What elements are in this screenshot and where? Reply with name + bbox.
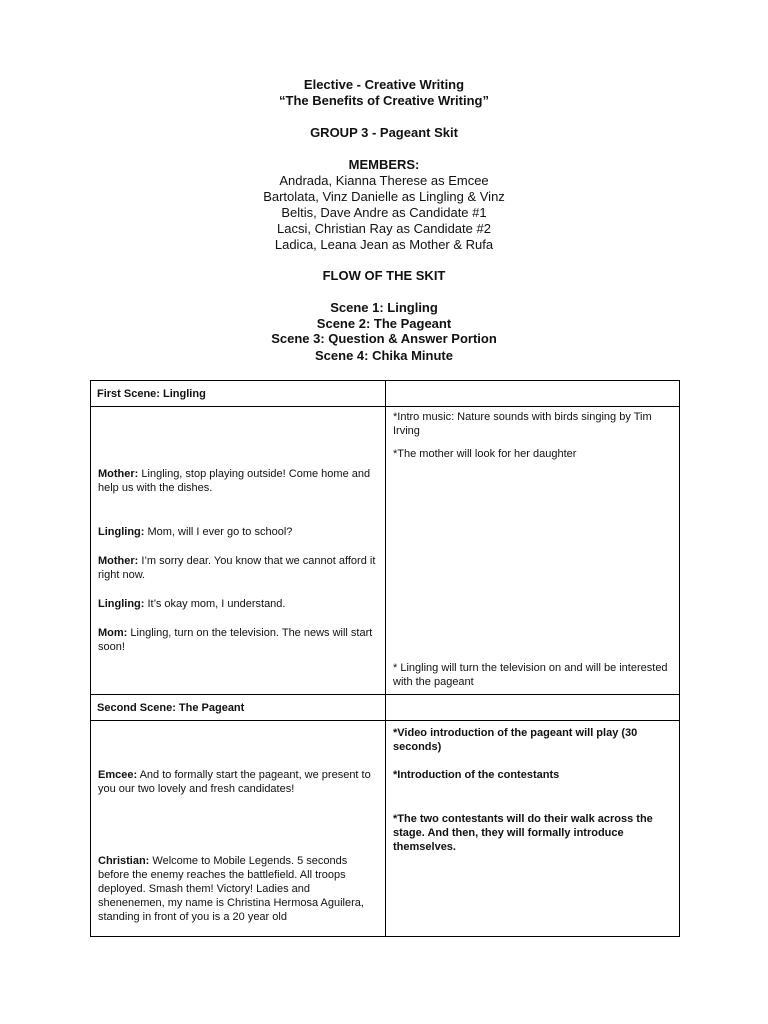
stage-note: *The mother will look for her daughter	[393, 448, 577, 460]
scene1-dialogue-cell	[91, 407, 386, 695]
stage-note: *Video introduction of the pageant will play (30 seconds)	[393, 727, 638, 753]
scene-item: Scene 1: Lingling	[330, 300, 438, 315]
member-item: Lacsi, Christian Ray as Candidate #2	[277, 221, 491, 236]
stage-note: *Introduction of the contestants	[393, 769, 560, 781]
dialogue-line: Lingling: Mom, will I ever go to school?	[98, 526, 293, 538]
stage-note: * Lingling will turn the television on and will be interested with the pageant	[393, 662, 668, 688]
scene2-title: Second Scene: The Pageant	[91, 695, 386, 721]
group-title: GROUP 3 - Pageant Skit	[310, 125, 458, 140]
scene-item: Scene 4: Chika Minute	[315, 348, 453, 363]
scene2-dialogue-cell	[91, 721, 386, 937]
member-item: Bartolata, Vinz Danielle as Lingling & Vinz	[263, 189, 505, 204]
table-row	[91, 407, 680, 695]
dialogue-line: Lingling: It’s okay mom, I understand.	[98, 598, 286, 610]
members-heading: MEMBERS:	[348, 157, 420, 172]
table-row	[91, 381, 680, 407]
scene-item: Scene 2: The Pageant	[316, 316, 452, 331]
table-row	[91, 695, 680, 721]
skit-table	[90, 380, 680, 937]
table-row	[91, 721, 680, 937]
member-item: Ladica, Leana Jean as Mother & Rufa	[274, 237, 494, 252]
scene1-title: First Scene: Lingling	[91, 381, 386, 407]
scene-item: Scene 3: Question & Answer Portion	[271, 331, 497, 346]
scene1-notes-cell	[386, 407, 680, 695]
dialogue-line: Mother: Lingling, stop playing outside! Come home and help us with the dishes.	[98, 468, 371, 494]
stage-note: *The two contestants will do their walk across the stage. And then, they will formally introduce themselves.	[393, 813, 653, 853]
flow-heading: FLOW OF THE SKIT	[322, 268, 446, 283]
course-title: Elective - Creative Writing	[303, 77, 465, 92]
dialogue-line: Christian: Welcome to Mobile Legends. 5 seconds before the enemy reaches the battlefield. All troops deployed. Smash them! Victory! Ladies and shenenemen, my name is Christina Hermosa Aguilera, standing in front of you is a 20 year old	[98, 855, 364, 923]
member-item: Beltis, Dave Andre as Candidate #1	[281, 205, 487, 220]
dialogue-line: Emcee: And to formally start the pageant, we present to you our two lovely and fresh candidates!	[98, 769, 371, 795]
dialogue-line: Mother: I’m sorry dear. You know that we cannot afford it right now.	[98, 555, 376, 581]
member-item: Andrada, Kianna Therese as Emcee	[279, 173, 489, 188]
stage-note: *Intro music: Nature sounds with birds singing by Tim Irving	[393, 411, 652, 437]
scene2-notes-cell	[386, 721, 680, 937]
dialogue-line: Mom: Lingling, turn on the television. The news will start soon!	[98, 627, 373, 653]
topic-title: “The Benefits of Creative Writing”	[279, 93, 489, 108]
